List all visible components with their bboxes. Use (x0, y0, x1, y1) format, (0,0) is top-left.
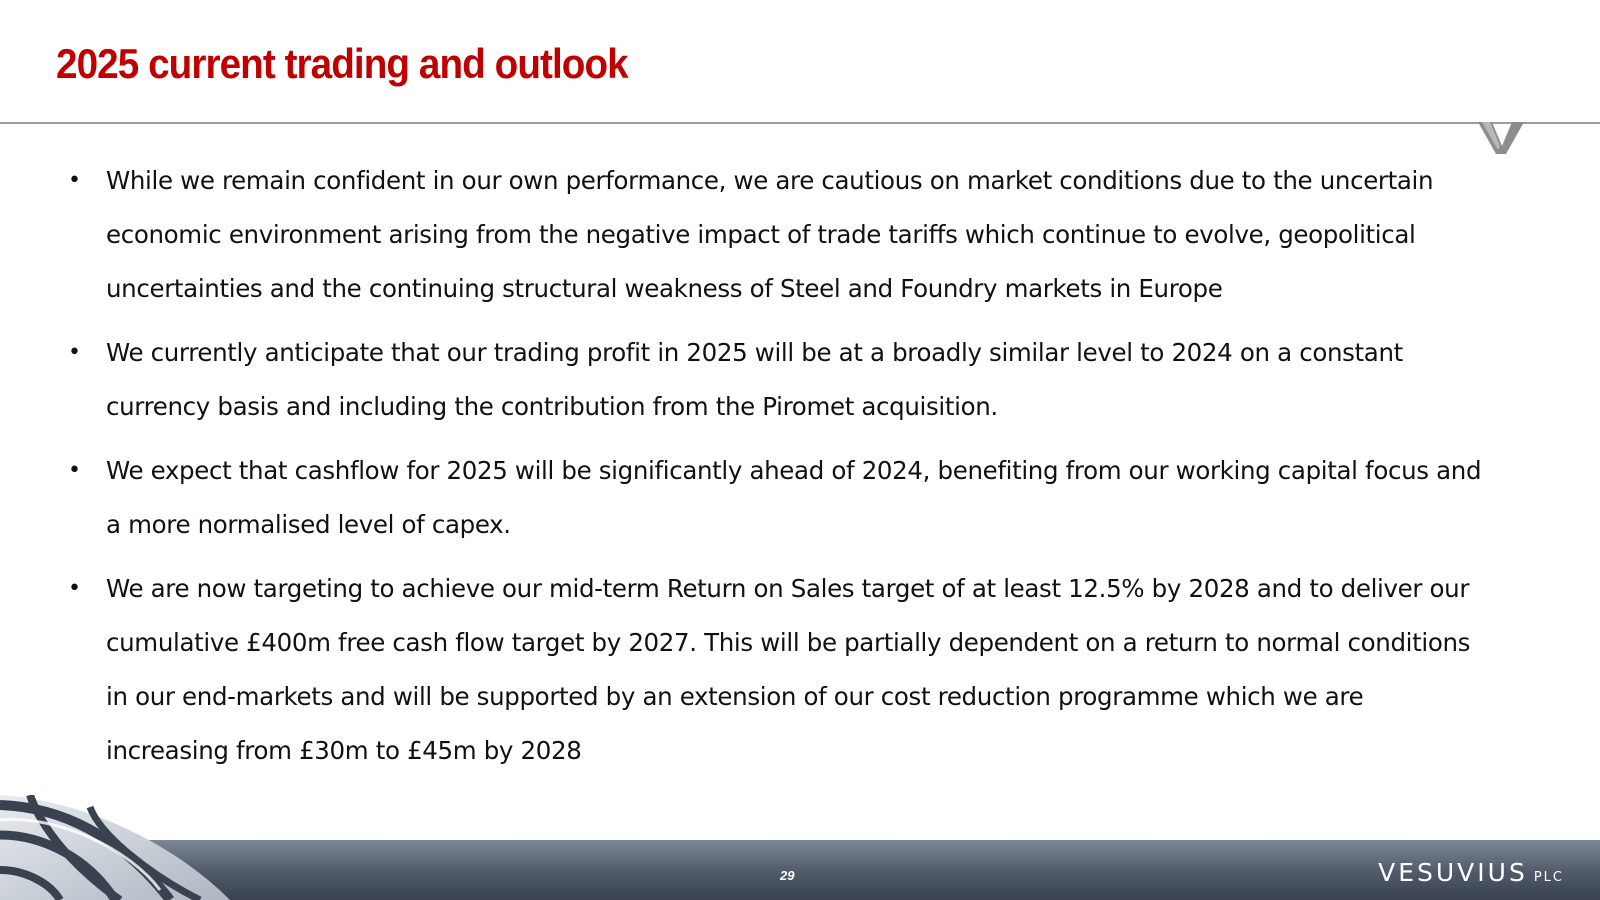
list-item (62, 562, 1482, 778)
bullet-text: We currently anticipate that our trading profit in 2025 will be at a broadly similar level to 2024 on a constant currency basis and including the contribution from the Piromet acquisition. (106, 338, 1403, 421)
vesuvius-v-logo-icon (1478, 122, 1524, 154)
brand-suffix: PLC (1533, 870, 1564, 885)
brand-logo (1378, 858, 1564, 887)
bullet-marker: • (68, 168, 81, 193)
bullet-text: We are now targeting to achieve our mid-term Return on Sales target of at least 12.5% by 2028 and to deliver our cumulative £400m free cash flow target by 2027. This will be partially dependent on a return to normal conditions in our end-markets and will be supported by an extension of our cost reduction programme which we are increasing from £30m to £45m by 2028 (106, 574, 1471, 765)
list-item (62, 326, 1482, 434)
list-item (62, 444, 1482, 552)
bullet-marker: • (68, 458, 81, 483)
bullet-marker: • (68, 576, 81, 601)
list-item (62, 154, 1482, 316)
bullet-marker: • (68, 340, 81, 365)
bullet-list (62, 154, 1482, 788)
brand-name: VESUVIUS (1378, 858, 1528, 887)
bullet-text: We expect that cashflow for 2025 will be significantly ahead of 2024, benefiting from our working capital focus and a more normalised level of capex. (106, 456, 1482, 539)
page-title: 2025 current trading and outlook (56, 40, 628, 87)
globe-graphic-icon (0, 795, 230, 900)
footer-band (0, 840, 1600, 900)
title-divider (0, 122, 1600, 124)
bullet-text: While we remain confident in our own performance, we are cautious on market conditions due to the uncertain economic environment arising from the negative impact of trade tariffs which continue to evolve, geopolitical uncertainties and the continuing structural weakness of Steel and Foundry markets in Europe (106, 166, 1434, 303)
page-number: 29 (780, 868, 795, 883)
